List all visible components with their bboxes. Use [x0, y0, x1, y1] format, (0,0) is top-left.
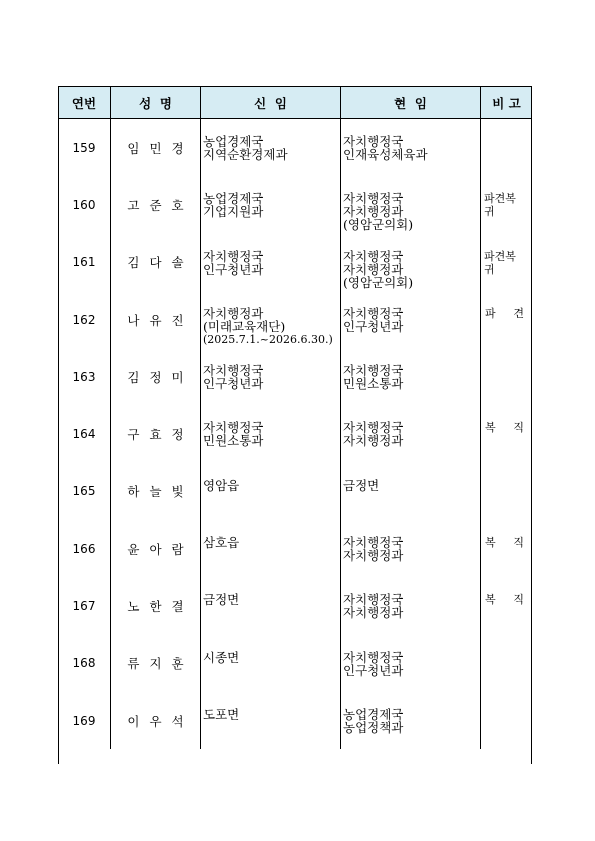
current-post-line: 농업정책과	[343, 719, 404, 735]
row-new-post	[200, 635, 340, 692]
row-note	[480, 520, 532, 577]
table-row	[58, 577, 532, 634]
row-new-post	[200, 176, 340, 233]
note-text: 파견복귀	[484, 249, 516, 276]
row-name: 하늘빛	[110, 463, 200, 520]
new-post-line: (미래교육재단)	[203, 318, 286, 334]
table-body	[58, 119, 532, 749]
new-post-line: 기업지원과	[203, 204, 264, 220]
row-number: 166	[72, 541, 96, 556]
table-row	[58, 348, 532, 405]
new-post-line: 금정면	[203, 592, 240, 608]
table-row	[58, 635, 532, 692]
note-text: 파견복귀	[484, 192, 516, 219]
current-post-line: 자치행정국	[343, 592, 404, 608]
header-no: 연번	[71, 95, 97, 111]
header-name: 성 명	[110, 87, 200, 118]
row-current-post	[340, 635, 480, 692]
row-name: 이우석	[110, 692, 200, 749]
row-name: 구효정	[110, 405, 200, 462]
header-current-post: 현 임	[340, 87, 480, 118]
row-name: 노한결	[110, 577, 200, 634]
table-row	[58, 520, 532, 577]
row-note	[480, 635, 532, 692]
row-new-post	[200, 348, 340, 405]
current-post-line: (영암군의회)	[343, 274, 414, 290]
table-row	[58, 405, 532, 462]
current-post-line: 자치행정국	[343, 305, 404, 321]
note-text: 복 직	[485, 536, 524, 550]
row-number: 161	[72, 255, 96, 270]
table-row	[58, 463, 532, 520]
note-text: 복 직	[485, 421, 524, 435]
current-post-line: 자치행정국	[343, 535, 404, 551]
row-new-post	[200, 234, 340, 291]
row-name: 김다솔	[110, 234, 200, 291]
current-post-line: 자치행정과	[343, 548, 404, 564]
new-post-line: 자치행정국	[203, 248, 264, 264]
row-name: 나유진	[110, 291, 200, 348]
new-post-line: 인구청년과	[203, 376, 264, 392]
new-post-line: 농업경제국	[203, 134, 264, 149]
table-row	[58, 176, 532, 233]
new-post-line: 시종면	[203, 649, 240, 665]
row-current-post	[340, 348, 480, 405]
row-new-post	[200, 577, 340, 634]
row-number: 169	[72, 713, 96, 728]
current-post-line: 자치행정국	[343, 363, 404, 379]
new-post-line: 자치행정과	[203, 305, 264, 321]
row-name: 임민경	[110, 119, 200, 176]
row-note	[480, 348, 532, 405]
row-number: 167	[72, 599, 96, 614]
row-name: 김정미	[110, 348, 200, 405]
row-number: 159	[72, 140, 96, 155]
current-post-line: 자치행정과	[343, 204, 404, 220]
row-number: 162	[72, 312, 96, 327]
row-current-post	[340, 405, 480, 462]
current-post-line: 자치행정과	[343, 605, 404, 621]
row-note	[480, 176, 532, 233]
current-post-line: 자치행정국	[343, 649, 404, 665]
row-current-post	[340, 692, 480, 749]
table-row	[58, 119, 532, 176]
row-new-post	[200, 405, 340, 462]
table-row	[58, 692, 532, 749]
row-number: 165	[72, 484, 96, 499]
row-current-post	[340, 119, 480, 176]
current-post-line: 자치행정국	[343, 420, 404, 436]
note-text: 파 견	[485, 306, 524, 320]
current-post-line: 자치행정국	[343, 248, 404, 264]
current-post-line: 인재육성체육과	[343, 147, 428, 162]
current-post-line: 인구청년과	[343, 318, 404, 334]
table-row	[58, 291, 532, 348]
header-note: 비 고	[480, 87, 532, 118]
table-row	[58, 234, 532, 291]
new-post-line: 농업경제국	[203, 191, 264, 207]
new-post-line: 민원소통과	[203, 433, 264, 449]
row-current-post	[340, 463, 480, 520]
row-number: 168	[72, 656, 96, 671]
row-new-post	[200, 119, 340, 176]
current-post-line: 민원소통과	[343, 376, 404, 392]
current-post-line: 자치행정국	[343, 134, 404, 149]
current-post-line: 자치행정국	[343, 191, 404, 207]
row-note	[480, 291, 532, 348]
header-new-post: 신 임	[200, 87, 340, 118]
row-name: 윤아람	[110, 520, 200, 577]
row-note	[480, 234, 532, 291]
row-note	[480, 405, 532, 462]
current-post-line: (영암군의회)	[343, 217, 414, 233]
row-current-post	[340, 176, 480, 233]
row-new-post	[200, 692, 340, 749]
row-number: 163	[72, 369, 96, 384]
current-post-line: 자치행정과	[343, 261, 404, 277]
row-current-post	[340, 577, 480, 634]
row-note	[480, 463, 532, 520]
row-current-post	[340, 291, 480, 348]
row-name: 고준호	[110, 176, 200, 233]
row-note	[480, 577, 532, 634]
row-note	[480, 119, 532, 176]
current-post-line: 인구청년과	[343, 662, 404, 678]
row-new-post	[200, 291, 340, 348]
table-header	[58, 86, 532, 119]
row-name: 류지훈	[110, 635, 200, 692]
row-new-post	[200, 520, 340, 577]
new-post-line: 자치행정국	[203, 363, 264, 379]
row-new-post	[200, 463, 340, 520]
personnel-table	[58, 86, 532, 749]
note-text: 복 직	[485, 593, 524, 607]
new-post-line: 지역순환경제과	[203, 147, 288, 162]
new-post-line: (2025.7.1.~2026.6.30.)	[203, 332, 333, 346]
row-current-post	[340, 234, 480, 291]
row-number: 160	[72, 197, 96, 212]
current-post-line: 농업경제국	[343, 706, 404, 722]
new-post-line: 인구청년과	[203, 261, 264, 277]
row-note	[480, 692, 532, 749]
new-post-line: 삼호읍	[203, 535, 240, 551]
row-number: 164	[72, 427, 96, 442]
new-post-line: 자치행정국	[203, 420, 264, 436]
current-post-line: 자치행정과	[343, 433, 404, 449]
row-current-post	[340, 520, 480, 577]
current-post-line: 금정면	[343, 477, 380, 493]
new-post-line: 영암읍	[203, 477, 240, 493]
new-post-line: 도포면	[203, 706, 240, 722]
